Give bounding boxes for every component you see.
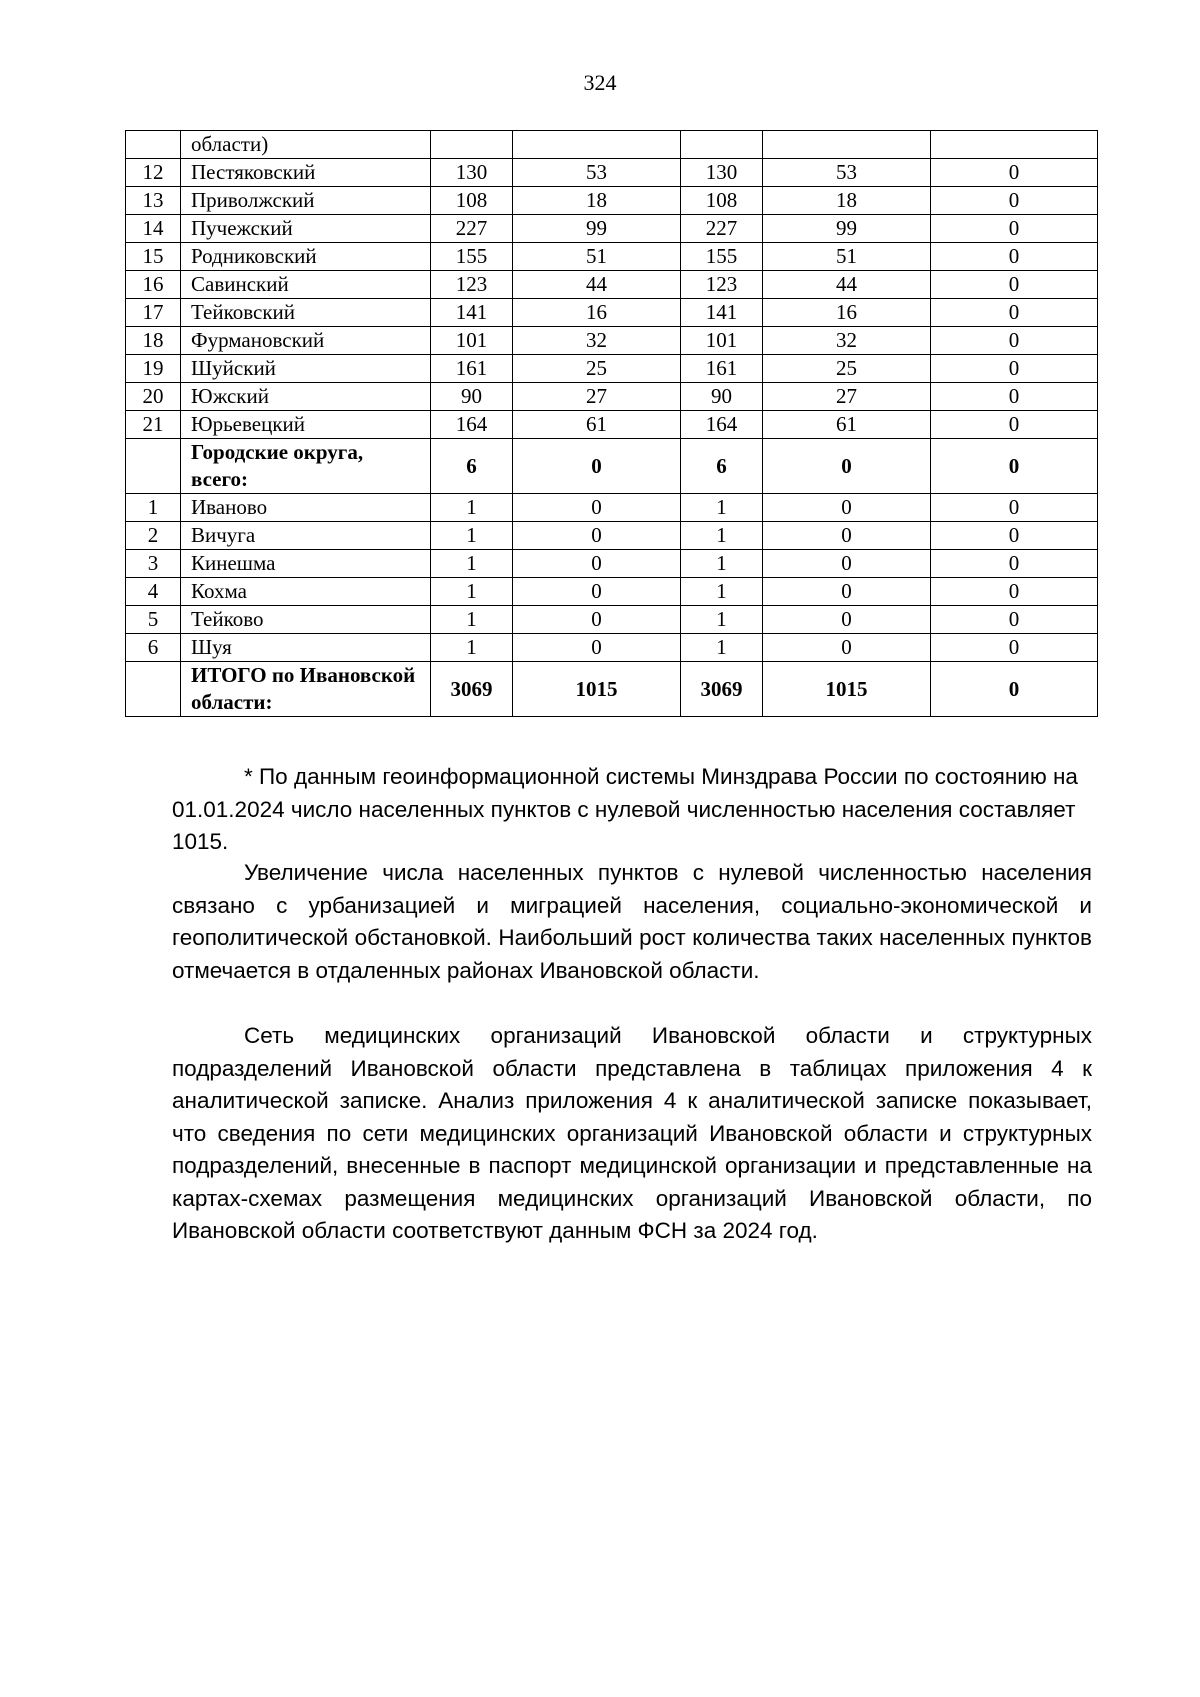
value-cell: 1: [431, 578, 513, 606]
row-number-cell: [126, 131, 181, 159]
row-number-cell: 6: [126, 634, 181, 662]
value-cell: 90: [431, 383, 513, 411]
row-name-cell: Тейковский: [181, 299, 431, 327]
value-cell: 61: [763, 411, 931, 439]
paragraph-1: [172, 857, 1092, 987]
paragraph-text: Увеличение числа населенных пунктов с нулевой численностью населения связано с урбанизацией и миграцией населения, социально-экономической и геополитической обстановкой. Наибольший рост количества таких населенных пунктов отмечается в отдаленных районах Ивановской области.: [172, 860, 1092, 983]
paragraph-text: Сеть медицинских организаций Ивановской области и структурных подразделений Ивановской области представлена в таблицах приложения 4 к аналитической записке. Анализ приложения 4 к аналитической записке показывает, что сведения по сети медицинских организаций Ивановской области и структурных подразделений, внесенные в паспорт медицинской организации и представленные на картах-схемах размещения медицинских организаций Ивановской области, по Ивановской области соответствуют данным ФСН за 2024 год.: [172, 1023, 1092, 1243]
row-number-cell: [126, 662, 181, 717]
row-name-cell: Юрьевецкий: [181, 411, 431, 439]
value-cell: 0: [513, 550, 681, 578]
value-cell: 0: [931, 634, 1098, 662]
value-cell: 1: [681, 550, 763, 578]
row-number-cell: 4: [126, 578, 181, 606]
row-number-cell: 16: [126, 271, 181, 299]
value-cell: 0: [931, 439, 1098, 494]
row-name-cell: Савинский: [181, 271, 431, 299]
value-cell: 0: [513, 578, 681, 606]
value-cell: 130: [431, 159, 513, 187]
value-cell: 32: [513, 327, 681, 355]
value-cell: 0: [931, 271, 1098, 299]
value-cell: 0: [931, 159, 1098, 187]
value-cell: 108: [431, 187, 513, 215]
value-cell: 3069: [431, 662, 513, 717]
value-cell: 90: [681, 383, 763, 411]
value-cell: 1: [431, 522, 513, 550]
value-cell: 0: [931, 606, 1098, 634]
value-cell: 1015: [513, 662, 681, 717]
value-cell: 32: [763, 327, 931, 355]
value-cell: 0: [931, 494, 1098, 522]
value-cell: 0: [931, 327, 1098, 355]
value-cell: 164: [681, 411, 763, 439]
row-number-cell: 21: [126, 411, 181, 439]
value-cell: 0: [931, 299, 1098, 327]
value-cell: 44: [513, 271, 681, 299]
value-cell: 0: [763, 550, 931, 578]
value-cell: 101: [681, 327, 763, 355]
value-cell: 0: [931, 243, 1098, 271]
paragraph-2: [172, 1020, 1092, 1248]
value-cell: 0: [763, 439, 931, 494]
value-cell: 141: [431, 299, 513, 327]
row-number-cell: 12: [126, 159, 181, 187]
value-cell: 155: [681, 243, 763, 271]
row-name-cell: Кинешма: [181, 550, 431, 578]
table-row: [126, 299, 1098, 327]
value-cell: 123: [681, 271, 763, 299]
value-cell: 0: [763, 578, 931, 606]
value-cell: 0: [931, 411, 1098, 439]
value-cell: 1015: [763, 662, 931, 717]
table-row: [126, 159, 1098, 187]
value-cell: 1: [681, 494, 763, 522]
row-name-cell: Пестяковский: [181, 159, 431, 187]
value-cell: 6: [431, 439, 513, 494]
value-cell: 0: [931, 355, 1098, 383]
value-cell: 0: [513, 439, 681, 494]
row-number-cell: 1: [126, 494, 181, 522]
footnote: [172, 761, 1092, 859]
value-cell: 0: [931, 215, 1098, 243]
value-cell: 16: [763, 299, 931, 327]
value-cell: 130: [681, 159, 763, 187]
value-cell: 0: [931, 662, 1098, 717]
value-cell: 3069: [681, 662, 763, 717]
value-cell: 51: [513, 243, 681, 271]
value-cell: 0: [513, 634, 681, 662]
value-cell: 0: [763, 634, 931, 662]
row-name-cell: Шуйский: [181, 355, 431, 383]
row-number-cell: 15: [126, 243, 181, 271]
value-cell: 1: [431, 550, 513, 578]
table-row: [126, 271, 1098, 299]
value-cell: 99: [513, 215, 681, 243]
table-row: [126, 578, 1098, 606]
value-cell: 123: [431, 271, 513, 299]
row-name-cell: Южский: [181, 383, 431, 411]
value-cell: 0: [513, 606, 681, 634]
row-number-cell: 14: [126, 215, 181, 243]
table-row: [126, 494, 1098, 522]
row-name-cell: Пучежский: [181, 215, 431, 243]
row-number-cell: 20: [126, 383, 181, 411]
row-number-cell: 13: [126, 187, 181, 215]
value-cell: 51: [763, 243, 931, 271]
value-cell: [763, 131, 931, 159]
value-cell: 0: [931, 550, 1098, 578]
value-cell: 0: [513, 522, 681, 550]
row-name-cell: Родниковский: [181, 243, 431, 271]
value-cell: 18: [763, 187, 931, 215]
row-name-cell: ИТОГО по Ивановской области:: [181, 662, 431, 717]
value-cell: 53: [513, 159, 681, 187]
row-number-cell: 3: [126, 550, 181, 578]
value-cell: 0: [931, 578, 1098, 606]
settlements-table: [125, 130, 1098, 717]
table-row: [126, 634, 1098, 662]
value-cell: 1: [431, 634, 513, 662]
row-name-cell: области): [181, 131, 431, 159]
table-row: [126, 187, 1098, 215]
value-cell: [513, 131, 681, 159]
page-number: 324: [583, 70, 617, 95]
value-cell: 1: [431, 494, 513, 522]
value-cell: 18: [513, 187, 681, 215]
value-cell: [931, 131, 1098, 159]
value-cell: 1: [681, 578, 763, 606]
value-cell: 0: [931, 383, 1098, 411]
row-name-cell: Кохма: [181, 578, 431, 606]
value-cell: 27: [513, 383, 681, 411]
row-name-cell: Шуя: [181, 634, 431, 662]
table-row: [126, 522, 1098, 550]
value-cell: 0: [763, 606, 931, 634]
value-cell: 6: [681, 439, 763, 494]
table-row: [126, 606, 1098, 634]
value-cell: 0: [931, 187, 1098, 215]
table-row: [126, 243, 1098, 271]
row-number-cell: 5: [126, 606, 181, 634]
table-body: [126, 131, 1098, 717]
table-row: [126, 550, 1098, 578]
row-name-cell: Фурмановский: [181, 327, 431, 355]
value-cell: 0: [763, 522, 931, 550]
footnote-text: * По данным геоинформационной системы Минздрава России по состоянию на 01.01.2024 число населенных пунктов с нулевой численностью населения составляет 1015.: [172, 764, 1078, 854]
value-cell: 164: [431, 411, 513, 439]
value-cell: 227: [681, 215, 763, 243]
value-cell: 1: [681, 634, 763, 662]
table-row: [126, 383, 1098, 411]
value-cell: 101: [431, 327, 513, 355]
value-cell: 0: [513, 494, 681, 522]
value-cell: [431, 131, 513, 159]
row-name-cell: Приволжский: [181, 187, 431, 215]
value-cell: 44: [763, 271, 931, 299]
value-cell: 99: [763, 215, 931, 243]
value-cell: 27: [763, 383, 931, 411]
value-cell: 61: [513, 411, 681, 439]
value-cell: 53: [763, 159, 931, 187]
row-number-cell: 2: [126, 522, 181, 550]
table-row: [126, 439, 1098, 494]
row-number-cell: [126, 439, 181, 494]
value-cell: 227: [431, 215, 513, 243]
value-cell: 0: [763, 494, 931, 522]
row-name-cell: Вичуга: [181, 522, 431, 550]
value-cell: 16: [513, 299, 681, 327]
row-number-cell: 19: [126, 355, 181, 383]
table-row: [126, 215, 1098, 243]
value-cell: 25: [513, 355, 681, 383]
row-number-cell: 18: [126, 327, 181, 355]
row-name-cell: Иваново: [181, 494, 431, 522]
value-cell: 1: [431, 606, 513, 634]
table-row: [126, 662, 1098, 717]
table-row: [126, 131, 1098, 159]
value-cell: 161: [681, 355, 763, 383]
value-cell: 1: [681, 606, 763, 634]
row-name-cell: Тейково: [181, 606, 431, 634]
table-row: [126, 327, 1098, 355]
value-cell: 161: [431, 355, 513, 383]
value-cell: 155: [431, 243, 513, 271]
value-cell: [681, 131, 763, 159]
row-name-cell: Городские округа, всего:: [181, 439, 431, 494]
value-cell: 141: [681, 299, 763, 327]
value-cell: 1: [681, 522, 763, 550]
value-cell: 0: [931, 522, 1098, 550]
row-number-cell: 17: [126, 299, 181, 327]
table-row: [126, 355, 1098, 383]
value-cell: 108: [681, 187, 763, 215]
value-cell: 25: [763, 355, 931, 383]
table-row: [126, 411, 1098, 439]
